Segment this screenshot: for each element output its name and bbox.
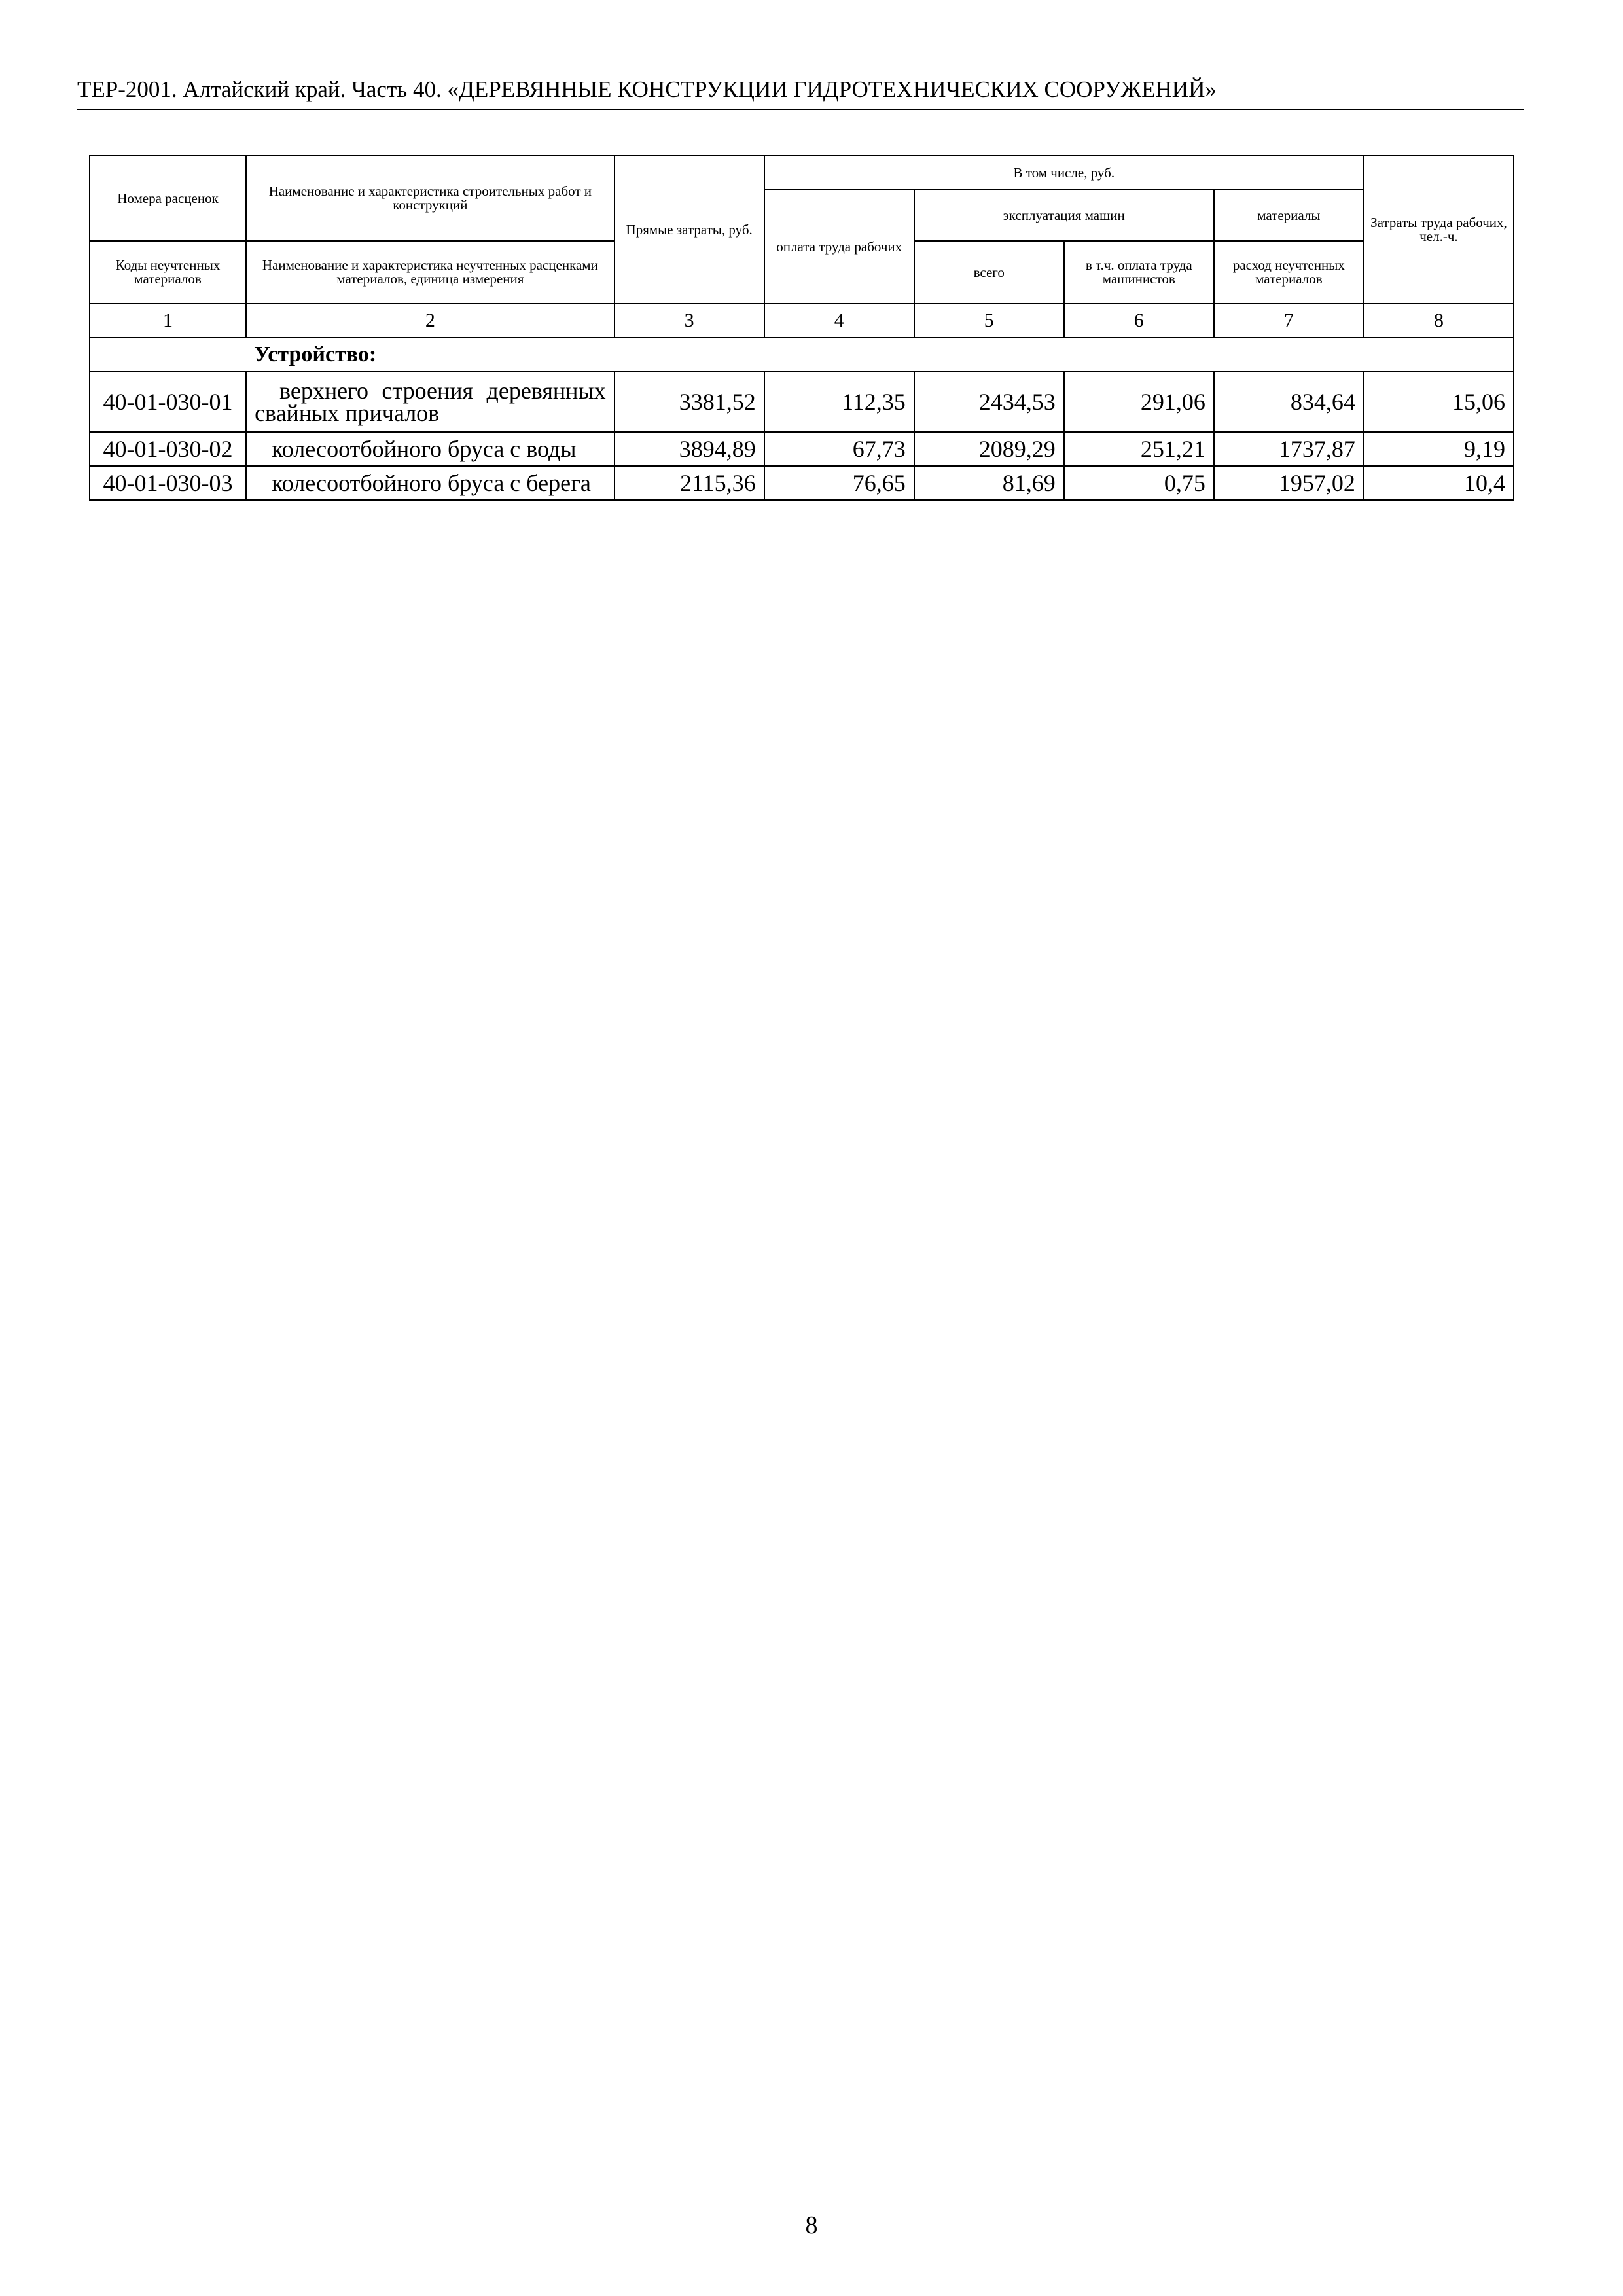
table-row — [90, 372, 1514, 432]
labor-hours: 10,4 — [1364, 466, 1514, 500]
rate-code: 40-01-030-01 — [90, 372, 246, 432]
machinists-pay: 0,75 — [1064, 466, 1214, 500]
header-work-name: Наименование и характеристика строительных работ и конструкций — [246, 156, 615, 241]
direct-costs: 3894,89 — [615, 432, 764, 466]
labor-pay: 112,35 — [764, 372, 914, 432]
work-name-line: свайных причалов — [255, 400, 440, 426]
column-number: 1 — [90, 304, 246, 338]
header-labor-pay: оплата труда рабочих — [764, 190, 914, 304]
machines-total: 81,69 — [914, 466, 1064, 500]
labor-hours: 15,06 — [1364, 372, 1514, 432]
machines-total: 2434,53 — [914, 372, 1064, 432]
column-number: 8 — [1364, 304, 1514, 338]
page-number: 8 — [805, 2212, 818, 2239]
column-number: 2 — [246, 304, 615, 338]
header-materials: материалы — [1214, 190, 1364, 241]
table-row — [90, 466, 1514, 500]
header-machines-total: всего — [914, 241, 1064, 304]
header-machines: эксплуатация машин — [914, 190, 1214, 241]
column-number: 3 — [615, 304, 764, 338]
materials-cost: 834,64 — [1214, 372, 1364, 432]
labor-pay: 67,73 — [764, 432, 914, 466]
rates-table — [89, 155, 1514, 501]
direct-costs: 2115,36 — [615, 466, 764, 500]
header-direct-costs: Прямые затраты, руб. — [615, 156, 764, 304]
machinists-pay: 251,21 — [1064, 432, 1214, 466]
rate-code: 40-01-030-03 — [90, 466, 246, 500]
header-including: В том числе, руб. — [764, 156, 1364, 190]
section-row — [90, 338, 1514, 372]
materials-cost: 1957,02 — [1214, 466, 1364, 500]
header-unaccounted-materials: расход неучтенных материалов — [1214, 241, 1364, 304]
machinists-pay: 291,06 — [1064, 372, 1214, 432]
labor-pay: 76,65 — [764, 466, 914, 500]
direct-costs: 3381,52 — [615, 372, 764, 432]
column-number: 6 — [1064, 304, 1214, 338]
work-name: колесоотбойного бруса с берега — [246, 466, 615, 500]
header-material-names: Наименование и характеристика неучтенных расценками материалов, единица измерения — [246, 241, 615, 304]
column-number: 4 — [764, 304, 914, 338]
work-name — [246, 372, 615, 432]
rate-code: 40-01-030-02 — [90, 432, 246, 466]
header-machinists-pay: в т.ч. оплата труда машинистов — [1064, 241, 1214, 304]
table-row — [90, 432, 1514, 466]
column-numbers-row — [90, 304, 1514, 338]
section-title: Устройство: — [90, 338, 1514, 372]
column-number: 7 — [1214, 304, 1364, 338]
header-material-codes: Коды неучтенных материалов — [90, 241, 246, 304]
column-number: 5 — [914, 304, 1064, 338]
page-header: ТЕР-2001. Алтайский край. Часть 40. «ДЕРЕВЯННЫЕ КОНСТРУКЦИИ ГИДРОТЕХНИЧЕСКИХ СООРУЖЕНИЙ» — [77, 73, 1524, 110]
header-labor-hours: Затраты труда рабочих, чел.-ч. — [1364, 156, 1514, 304]
header-rate-numbers: Номера расценок — [90, 156, 246, 241]
machines-total: 2089,29 — [914, 432, 1064, 466]
work-name: колесоотбойного бруса с воды — [246, 432, 615, 466]
materials-cost: 1737,87 — [1214, 432, 1364, 466]
labor-hours: 9,19 — [1364, 432, 1514, 466]
work-name-line: верхнего строения деревянных — [279, 378, 606, 404]
